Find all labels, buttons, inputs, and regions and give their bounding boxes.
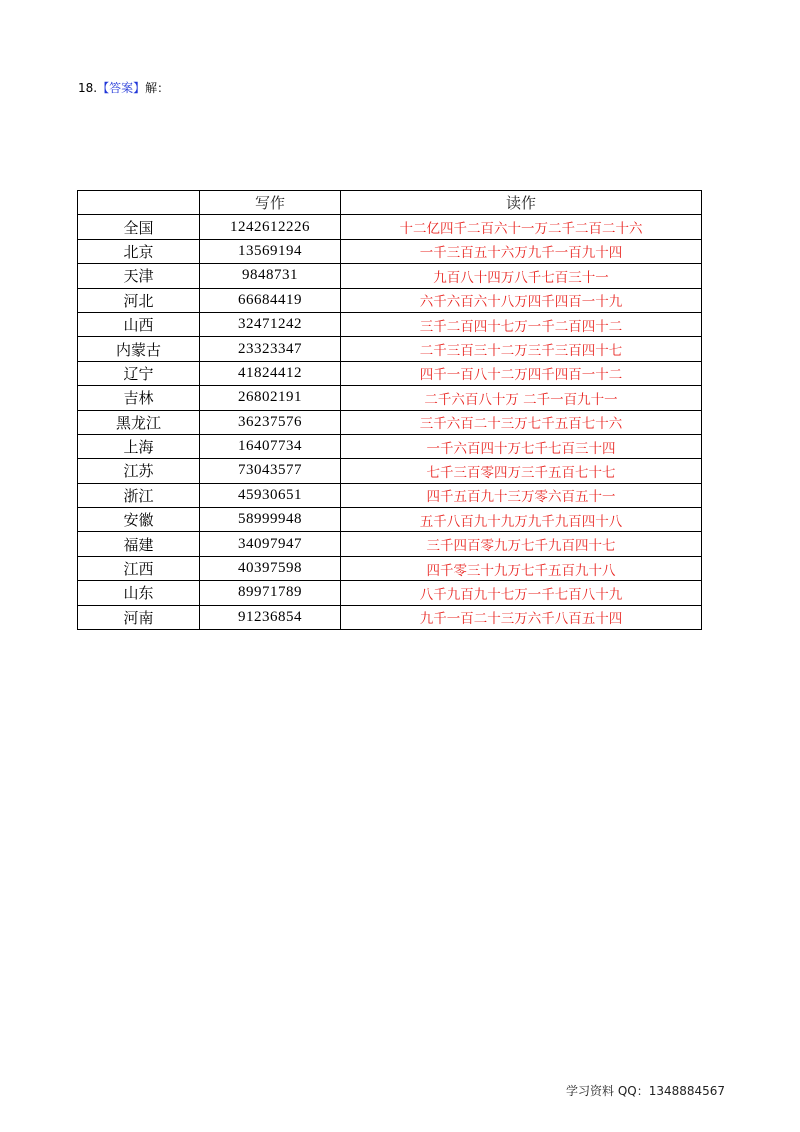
region-cell: 山东 xyxy=(78,581,200,605)
population-table xyxy=(77,190,702,630)
table-row xyxy=(78,288,702,312)
question-number: 18. xyxy=(78,81,98,95)
region-cell: 北京 xyxy=(78,239,200,263)
reading-text-cell: 七千三百零四万三千五百七十七 xyxy=(341,459,702,483)
reading-text-cell: 六千六百六十八万四千四百一十九 xyxy=(341,288,702,312)
region-cell: 天津 xyxy=(78,264,200,288)
reading-text-cell: 三千四百零九万七千九百四十七 xyxy=(341,532,702,556)
written-number-cell: 23323347 xyxy=(200,337,341,361)
region-cell: 内蒙古 xyxy=(78,337,200,361)
reading-text-cell: 八千九百九十七万一千七百八十九 xyxy=(341,581,702,605)
reading-text-cell: 二千三百三十二万三千三百四十七 xyxy=(341,337,702,361)
written-number-cell: 32471242 xyxy=(200,312,341,336)
reading-text-cell: 四千零三十九万七千五百九十八 xyxy=(341,556,702,580)
written-number-cell: 26802191 xyxy=(200,386,341,410)
header-reading: 读作 xyxy=(341,191,702,215)
written-number-cell: 1242612226 xyxy=(200,215,341,239)
table-header-row xyxy=(78,191,702,215)
region-cell: 江西 xyxy=(78,556,200,580)
written-number-cell: 40397598 xyxy=(200,556,341,580)
reading-text-cell: 九百八十四万八千七百三十一 xyxy=(341,264,702,288)
written-number-cell: 66684419 xyxy=(200,288,341,312)
region-cell: 安徽 xyxy=(78,508,200,532)
header-region xyxy=(78,191,200,215)
reading-text-cell: 三千二百四十七万一千二百四十二 xyxy=(341,312,702,336)
question-heading xyxy=(78,79,169,97)
footer-contact: 学习资料 QQ：1348884567 xyxy=(566,1084,726,1098)
table-row xyxy=(78,361,702,385)
table-body xyxy=(78,215,702,630)
table-row xyxy=(78,386,702,410)
reading-text-cell: 十二亿四千二百六十一万二千二百二十六 xyxy=(341,215,702,239)
reading-text-cell: 三千六百二十三万七千五百七十六 xyxy=(341,410,702,434)
table-row xyxy=(78,459,702,483)
table-row xyxy=(78,581,702,605)
written-number-cell: 89971789 xyxy=(200,581,341,605)
region-cell: 辽宁 xyxy=(78,361,200,385)
table-row xyxy=(78,337,702,361)
answer-tag: 【答案】 xyxy=(97,81,146,95)
table-row xyxy=(78,605,702,629)
region-cell: 黑龙江 xyxy=(78,410,200,434)
reading-text-cell: 一千六百四十万七千七百三十四 xyxy=(341,434,702,458)
table-row xyxy=(78,410,702,434)
region-cell: 河北 xyxy=(78,288,200,312)
region-cell: 山西 xyxy=(78,312,200,336)
reading-text-cell: 九千一百二十三万六千八百五十四 xyxy=(341,605,702,629)
reading-text-cell: 四千五百九十三万零六百五十一 xyxy=(341,483,702,507)
reading-text-cell: 五千八百九十九万九千九百四十八 xyxy=(341,508,702,532)
table-row xyxy=(78,556,702,580)
region-cell: 江苏 xyxy=(78,459,200,483)
table-row xyxy=(78,312,702,336)
region-cell: 河南 xyxy=(78,605,200,629)
reading-text-cell: 四千一百八十二万四千四百一十二 xyxy=(341,361,702,385)
table-row xyxy=(78,483,702,507)
region-cell: 上海 xyxy=(78,434,200,458)
region-cell: 吉林 xyxy=(78,386,200,410)
region-cell: 浙江 xyxy=(78,483,200,507)
solution-label: 解： xyxy=(145,81,170,95)
written-number-cell: 13569194 xyxy=(200,239,341,263)
reading-text-cell: 一千三百五十六万九千一百九十四 xyxy=(341,239,702,263)
written-number-cell: 41824412 xyxy=(200,361,341,385)
written-number-cell: 91236854 xyxy=(200,605,341,629)
written-number-cell: 45930651 xyxy=(200,483,341,507)
written-number-cell: 36237576 xyxy=(200,410,341,434)
table-row xyxy=(78,532,702,556)
table-row xyxy=(78,508,702,532)
table-row xyxy=(78,215,702,239)
written-number-cell: 16407734 xyxy=(200,434,341,458)
region-cell: 福建 xyxy=(78,532,200,556)
written-number-cell: 9848731 xyxy=(200,264,341,288)
table-row xyxy=(78,434,702,458)
header-written: 写作 xyxy=(200,191,341,215)
table-row xyxy=(78,239,702,263)
reading-text-cell: 二千六百八十万 二千一百九十一 xyxy=(341,386,702,410)
written-number-cell: 34097947 xyxy=(200,532,341,556)
table-row xyxy=(78,264,702,288)
written-number-cell: 58999948 xyxy=(200,508,341,532)
written-number-cell: 73043577 xyxy=(200,459,341,483)
region-cell: 全国 xyxy=(78,215,200,239)
